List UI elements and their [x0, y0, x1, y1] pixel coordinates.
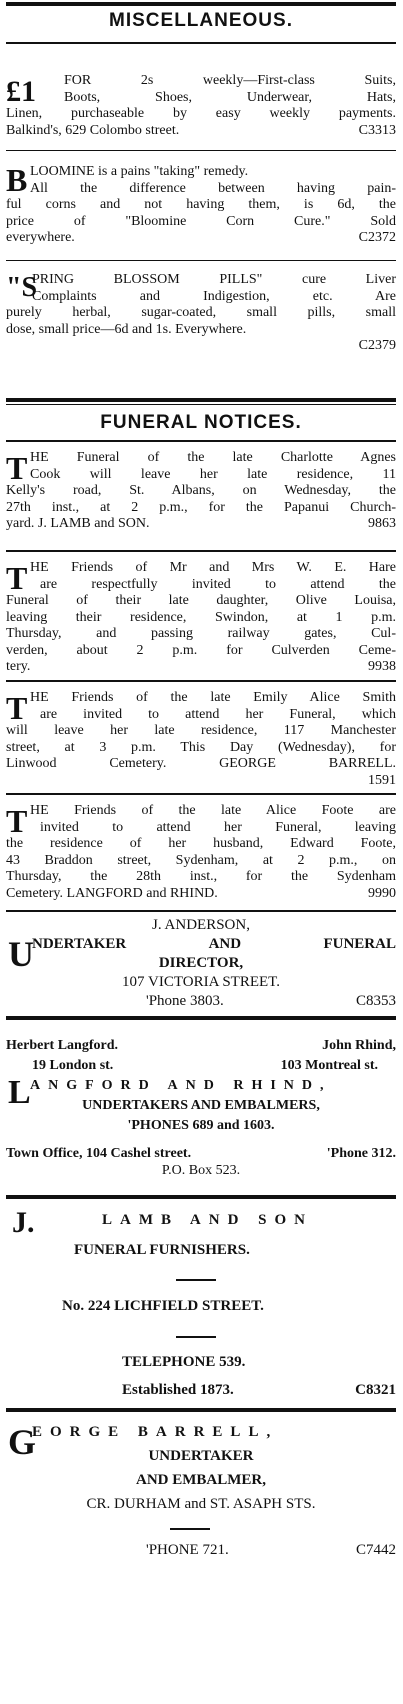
ad-line: price of "Bloomine Corn Cure." Sold — [6, 213, 396, 229]
drop-cap: T — [6, 690, 28, 726]
drop-cap: J. — [12, 1206, 35, 1239]
ad-line: ful corns and not having them, is 6d, the — [6, 197, 396, 212]
langford-rhind-ad — [6, 1036, 396, 1178]
ad-divider — [6, 260, 396, 261]
section-rule — [6, 398, 396, 402]
notice-code: 9863 — [368, 516, 396, 531]
notice-line: HE Friends of the late Alice Foote are — [30, 803, 396, 818]
ad-line: All the difference between having pain- — [30, 180, 396, 196]
notice-divider — [6, 550, 396, 552]
notice-line: 27th inst., at 2 p.m., for the Papanui Church- — [6, 499, 396, 515]
po-box: P.O. Box 523. — [161, 1164, 241, 1178]
misc-ad-balkind — [6, 73, 396, 139]
ad-line: FOR 2s weekly—First-class Suits, — [64, 73, 396, 88]
notice-line: Kelly's road, St. Albans, on Wednesday, the — [6, 483, 396, 498]
ad-divider — [6, 1195, 396, 1199]
drop-cap: T — [6, 560, 28, 596]
anderson-name: J. ANDERSON, — [152, 917, 250, 933]
notice-code: 1591 — [368, 772, 396, 788]
notice-code: 9938 — [368, 659, 396, 674]
drop-cap: "S — [6, 272, 38, 303]
section-rule — [6, 404, 396, 405]
names-line: Herbert Langford. John Rhind, — [6, 1038, 396, 1053]
barrell-undertaker: UNDERTAKER — [148, 1448, 254, 1464]
ad-divider — [6, 150, 396, 151]
lamb-telephone: TELEPHONE 539. — [122, 1354, 246, 1370]
lamb-title: LAMB AND SON — [102, 1212, 314, 1228]
ad-divider — [6, 1408, 396, 1412]
notice-line: HE Friends of Mr and Mrs W. E. Hare — [30, 560, 396, 575]
drop-cap: T — [6, 803, 28, 839]
notice-line: yard. J. LAMB and SON. 9863 — [6, 516, 396, 531]
notice-divider — [6, 910, 396, 912]
anderson-ad — [6, 916, 396, 1011]
misc-ad-bloomine — [6, 164, 396, 247]
anderson-address: 107 VICTORIA STREET. — [122, 974, 280, 990]
ad-line: purely herbal, sugar-coated, small pills, small — [6, 305, 396, 320]
ad-line: dose, small price—6d and 1s. Everywhere. — [6, 321, 247, 337]
notice-line: leaving their residence, Swindon, at 1 p.m. — [6, 609, 396, 625]
langford-services: UNDERTAKERS AND EMBALMERS, — [82, 1098, 320, 1113]
notice-line: HE Funeral of the late Charlotte Agnes — [30, 450, 396, 465]
notice-line: Thursday, the 28th inst., for the Sydenham — [6, 869, 396, 884]
drop-cap: T — [6, 450, 28, 486]
short-rule — [176, 1336, 216, 1338]
lamb-furnishers: FUNERAL FURNISHERS. — [74, 1242, 250, 1258]
barrell-address: CR. DURHAM and ST. ASAPH STS. — [86, 1496, 316, 1512]
notice-line: are invited to attend her Funeral, which — [40, 706, 396, 722]
barrell-phone: 'PHONE 721. — [146, 1542, 229, 1558]
lamb-address: No. 224 LICHFIELD STREET. — [62, 1298, 264, 1314]
notice-line: HE Friends of the late Emily Alice Smith — [30, 690, 396, 705]
barrell-phone-line — [6, 1540, 396, 1560]
notice-line: invited to attend her Funeral, leaving — [40, 819, 396, 835]
funeral-notice-hare — [6, 560, 396, 676]
langford-title: ANGFORD AND RHIND, — [30, 1078, 332, 1093]
ad-line: Linen, purchaseable by easy weekly payments. — [6, 106, 396, 121]
ad-code: C2372 — [358, 230, 396, 245]
lamb-established-line: Established 1873. C8321 — [122, 1382, 396, 1398]
short-rule — [170, 1528, 210, 1530]
address-line: 19 London st. 103 Montreal st. — [32, 1058, 378, 1073]
drop-cap: L — [8, 1074, 31, 1111]
ad-line: PRING BLOSSOM PILLS" cure Liver — [32, 272, 396, 287]
notice-divider — [6, 680, 396, 682]
notice-line: Cook will leave her late residence, 11 — [30, 466, 396, 482]
misc-heading: MISCELLANEOUS. — [109, 10, 293, 31]
funeral-notice-cook — [6, 450, 396, 533]
barrell-ad — [6, 1420, 396, 1516]
notice-line: the residence of her husband, Edward Foote, — [6, 836, 396, 851]
drop-cap: B — [6, 162, 28, 198]
drop-cap: G — [8, 1422, 37, 1462]
notice-line: 43 Braddon street, Sydenham, at 2 p.m., on — [6, 852, 396, 868]
notice-divider — [6, 793, 396, 795]
ad-code: C7442 — [355, 1542, 396, 1558]
office-line: Town Office, 104 Cashel street. 'Phone 312. — [6, 1146, 396, 1161]
anderson-title: NDERTAKER AND FUNERAL — [32, 936, 396, 952]
barrell-title: EORGE BARRELL, — [32, 1424, 279, 1440]
ad-code: C8353 — [355, 993, 396, 1009]
ad-line: Boots, Shoes, Underwear, Hats, — [64, 89, 396, 105]
lamb-son-ad — [6, 1208, 396, 1260]
notice-line: will leave her late residence, 117 Manchester — [6, 723, 396, 738]
notice-line: Cemetery. LANGFORD and RHIND. 9990 — [6, 885, 396, 901]
ad-code: C2379 — [358, 338, 396, 353]
notice-line: Funeral of their late daughter, Olive Louisa, — [6, 593, 396, 608]
anderson-phone-line: 'Phone 3803. C8353 — [146, 993, 396, 1009]
short-rule — [176, 1279, 216, 1281]
drop-cap: U — [8, 934, 34, 974]
notice-line: are respectfully invited to attend the — [40, 576, 396, 592]
drop-cap: £1 — [6, 75, 36, 108]
ad-line: Complaints and Indigestion, etc. Are — [32, 288, 396, 304]
notice-line: street, at 3 p.m. This Day (Wednesday), for — [6, 739, 396, 755]
top-rule — [6, 2, 396, 6]
ad-code: C3313 — [358, 122, 396, 138]
funeral-notice-foote — [6, 803, 396, 902]
ad-line: Balkind's, 629 Colombo street. C3313 — [6, 122, 396, 138]
notice-line: tery. 9938 — [6, 659, 396, 674]
lamb-contact — [6, 1352, 396, 1400]
ad-divider — [6, 1016, 396, 1020]
notice-line: Linwood Cemetery. GEORGE BARRELL. — [6, 756, 396, 771]
ad-line: LOOMINE is a pains "taking" remedy. — [30, 164, 249, 179]
funeral-heading: FUNERAL NOTICES. — [100, 412, 302, 433]
funeral-heading-rule — [6, 440, 396, 442]
anderson-director: DIRECTOR, — [158, 955, 244, 971]
langford-phones: 'PHONES 689 and 1603. — [127, 1118, 275, 1133]
notice-code: 9990 — [368, 885, 396, 901]
barrell-embalmer: AND EMBALMER, — [136, 1472, 266, 1488]
notice-line: Thursday, and passing railway gates, Cul- — [6, 626, 396, 641]
notice-line: verden, about 2 p.m. for Culverden Ceme- — [6, 642, 396, 658]
ad-code: C8321 — [355, 1382, 396, 1398]
misc-heading-rule — [6, 42, 396, 44]
ad-line: everywhere. C2372 — [6, 230, 396, 245]
misc-ad-spring-blossom — [6, 272, 396, 355]
funeral-notice-smith — [6, 690, 396, 789]
